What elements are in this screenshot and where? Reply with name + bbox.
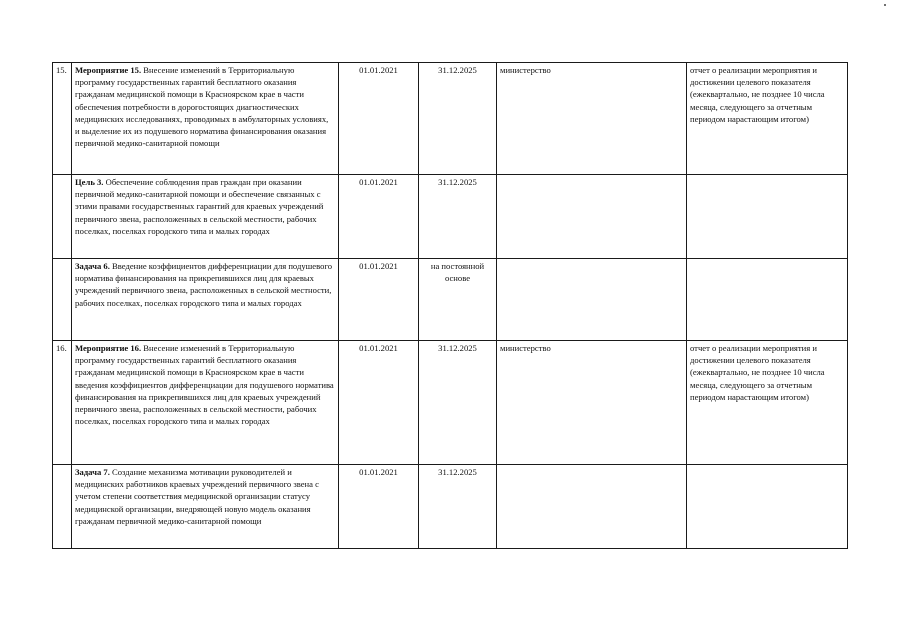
row-number: [53, 465, 72, 549]
row-text: Внесение изменений в Территориальную программу государственных гарантий бесплатного оказания гражданам медицинской помощи в Красноярском крае в части обеспечения потребности в дорогостоящих диагностических медицинских исследованиях, проводимых в амбулаторных условиях, и выделение их из подушевого норматива финансирования оказания первичной медико-санитарной помощи: [75, 65, 329, 149]
row-title: Мероприятие 16.: [75, 343, 142, 353]
row-description: [72, 465, 339, 549]
end-date: на постоянной основе: [419, 259, 497, 341]
table-row: [53, 465, 848, 549]
report-form: отчет о реализации мероприятия и достижении целевого показателя (ежеквартально, не позднее 10 числа месяца, следующего за отчетным периодом нарастающим итогом): [687, 63, 848, 175]
row-number: [53, 259, 72, 341]
end-date: 31.12.2025: [419, 63, 497, 175]
executor: [497, 465, 687, 549]
table-row: [53, 259, 848, 341]
row-description: [72, 259, 339, 341]
executor: министерство: [497, 341, 687, 465]
start-date: 01.01.2021: [339, 465, 419, 549]
executor: министерство: [497, 63, 687, 175]
executor: [497, 259, 687, 341]
start-date: 01.01.2021: [339, 259, 419, 341]
row-title: Мероприятие 15.: [75, 65, 142, 75]
end-date: 31.12.2025: [419, 341, 497, 465]
row-text: Внесение изменений в Территориальную программу государственных гарантий бесплатного оказания гражданам медицинской помощи в Красноярском крае в части введения коэффициентов дифференциации для подушевого норматива финансирования на прикрепившихся лиц для краевых учреждений первичного звена, расположенных в сельской местности, рабочих поселках, поселках городского типа и малых городах: [75, 343, 334, 427]
row-number: [53, 175, 72, 259]
report-form: [687, 259, 848, 341]
report-form: отчет о реализации мероприятия и достижении целевого показателя (ежеквартально, не позднее 10 числа месяца, следующего за отчетным периодом нарастающим итогом): [687, 341, 848, 465]
start-date: 01.01.2021: [339, 341, 419, 465]
row-text: Введение коэффициентов дифференциации для подушевого норматива финансирования на прикрепившихся лиц для краевых учреждений первичного звена, расположенных в сельской местности, рабочих поселках, поселках городского типа и малых городах: [75, 261, 332, 308]
row-number: 15.: [53, 63, 72, 175]
table-row: [53, 341, 848, 465]
table-row: [53, 175, 848, 259]
start-date: 01.01.2021: [339, 175, 419, 259]
end-date: 31.12.2025: [419, 465, 497, 549]
measures-table: [52, 62, 848, 549]
start-date: 01.01.2021: [339, 63, 419, 175]
scan-mark: [884, 4, 886, 6]
executor: [497, 175, 687, 259]
report-form: [687, 465, 848, 549]
report-form: [687, 175, 848, 259]
row-title: Задача 6.: [75, 261, 110, 271]
row-title: Цель 3.: [75, 177, 104, 187]
row-number: 16.: [53, 341, 72, 465]
row-description: [72, 341, 339, 465]
row-text: Создание механизма мотивации руководителей и медицинских работников краевых учреждений первичного звена с учетом степени соответствия медицинской организации статусу медицинской организации, внедряющей новую модель оказания гражданам первичной медико-санитарной помощи: [75, 467, 319, 526]
row-description: [72, 175, 339, 259]
end-date: 31.12.2025: [419, 175, 497, 259]
row-description: [72, 63, 339, 175]
row-text: Обеспечение соблюдения прав граждан при оказании первичной медико-санитарной помощи и обеспечение связанных с этими правами государственных гарантий для краевых учреждений первичного звена, расположенных в сельской местности, рабочих поселках, поселках городского типа и малых городах: [75, 177, 324, 236]
table-row: [53, 63, 848, 175]
row-title: Задача 7.: [75, 467, 110, 477]
